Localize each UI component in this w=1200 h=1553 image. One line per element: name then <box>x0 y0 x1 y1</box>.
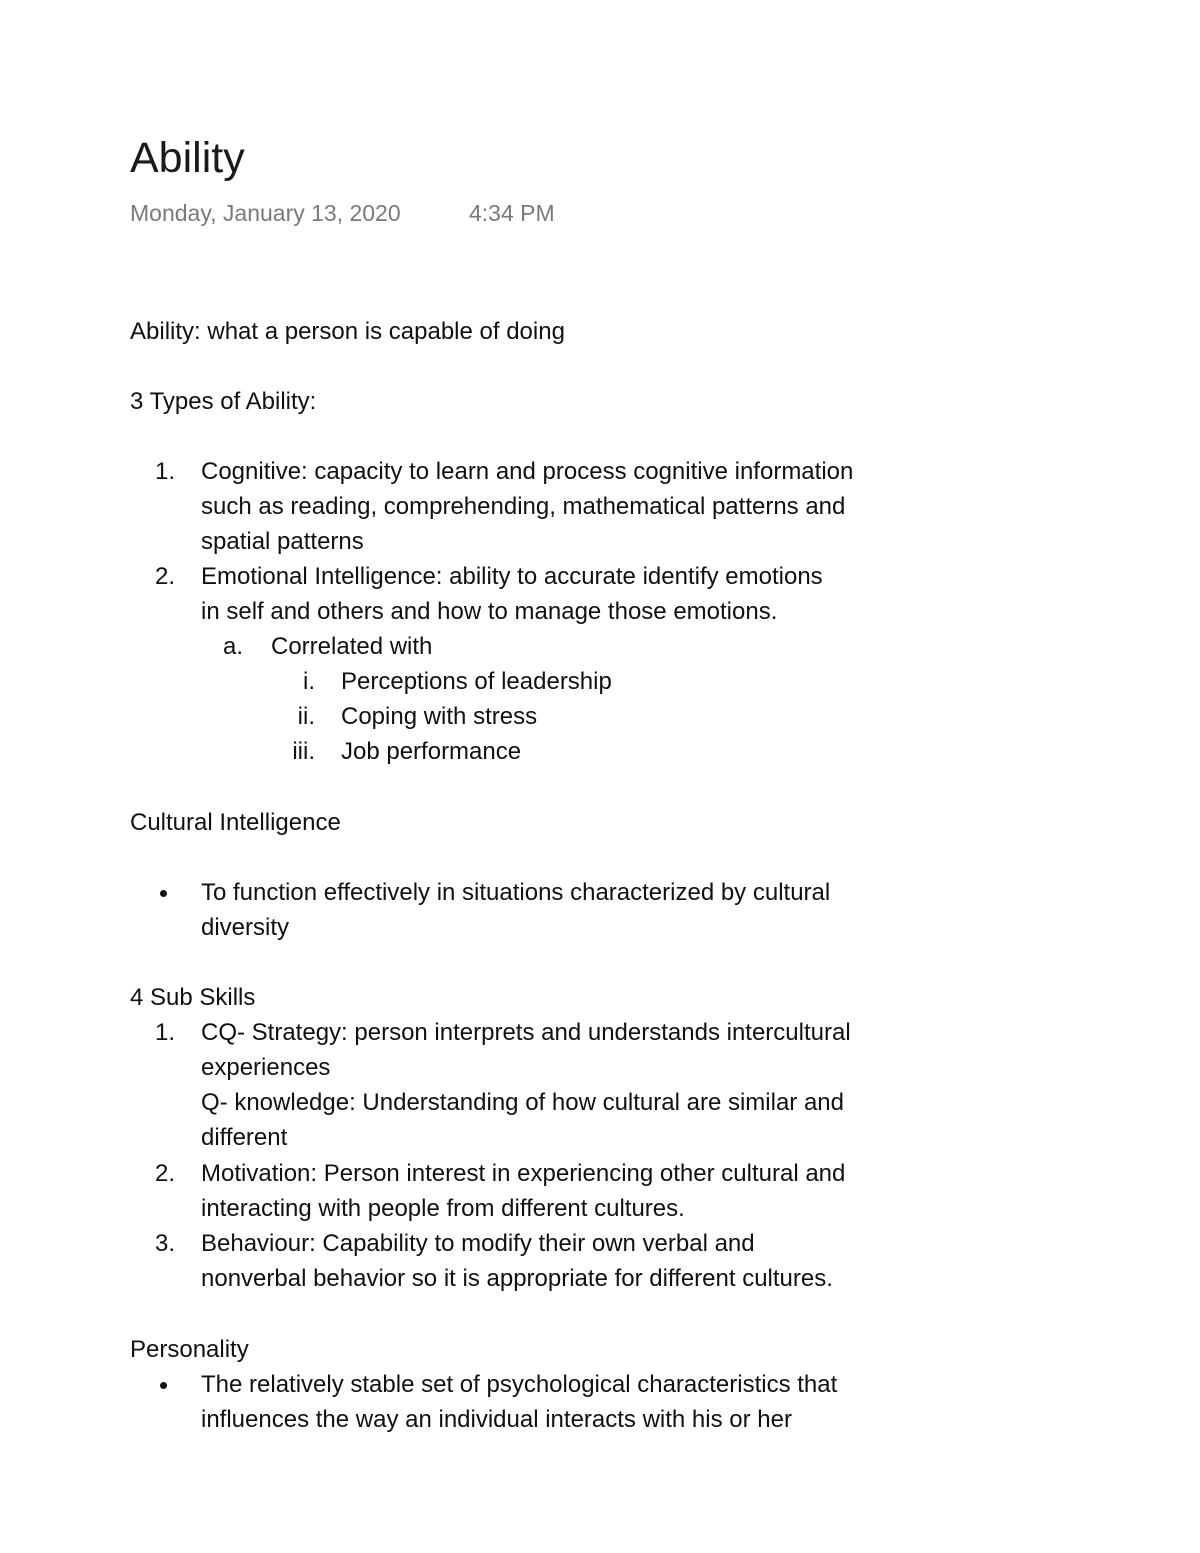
note-time: 4:34 PM <box>469 200 555 226</box>
list-item-line: Cognitive: capacity to learn and process cognitive information <box>201 458 854 485</box>
page-title: Ability <box>130 134 245 182</box>
list-marker: ii. <box>297 703 315 730</box>
list-marker: iii. <box>292 738 315 765</box>
list-item-line: different <box>201 1124 288 1151</box>
bullet-icon <box>160 1382 167 1389</box>
list-item-line: Coping with stress <box>341 703 538 730</box>
personality-heading: Personality <box>130 1336 249 1363</box>
list-item-line: Correlated with <box>271 633 433 660</box>
list-item-line: interacting with people from different cultures. <box>201 1195 685 1222</box>
cultural-heading: Cultural Intelligence <box>130 809 341 836</box>
list-marker: 1. <box>154 1019 175 1046</box>
list-marker: 2. <box>154 1160 175 1187</box>
list-item-line: To function effectively in situations characterized by cultural <box>201 879 831 906</box>
list-item-line: Q- knowledge: Understanding of how cultural are similar and <box>201 1089 844 1116</box>
list-item-line: influences the way an individual interacts with his or her <box>201 1406 792 1433</box>
bullet-icon <box>160 890 167 897</box>
list-item-line: spatial patterns <box>201 528 364 555</box>
subskills-heading: 4 Sub Skills <box>130 984 256 1011</box>
list-item-line: in self and others and how to manage those emotions. <box>201 598 778 625</box>
list-marker: i. <box>303 668 315 695</box>
list-marker: a. <box>222 633 243 660</box>
list-item-line: CQ- Strategy: person interprets and understands intercultural <box>201 1019 851 1046</box>
list-item-line: The relatively stable set of psychological characteristics that <box>201 1371 838 1398</box>
list-marker: 1. <box>154 458 175 485</box>
list-item-line: such as reading, comprehending, mathematical patterns and <box>201 493 846 520</box>
list-item-line: Emotional Intelligence: ability to accurate identify emotions <box>201 563 823 590</box>
list-item-line: Motivation: Person interest in experiencing other cultural and <box>201 1160 846 1187</box>
list-item-line: Job performance <box>341 738 522 765</box>
list-item-line: nonverbal behavior so it is appropriate for different cultures. <box>201 1265 833 1292</box>
list-item-line: experiences <box>201 1054 331 1081</box>
types-heading: 3 Types of Ability: <box>130 388 317 415</box>
list-item-line: Perceptions of leadership <box>341 668 612 695</box>
list-item-line: Behaviour: Capability to modify their own verbal and <box>201 1230 755 1257</box>
list-marker: 2. <box>154 563 175 590</box>
list-marker: 3. <box>154 1230 175 1257</box>
ability-definition: Ability: what a person is capable of doing <box>130 318 565 345</box>
note-date: Monday, January 13, 2020 <box>130 200 401 226</box>
list-item-line: diversity <box>201 914 290 941</box>
